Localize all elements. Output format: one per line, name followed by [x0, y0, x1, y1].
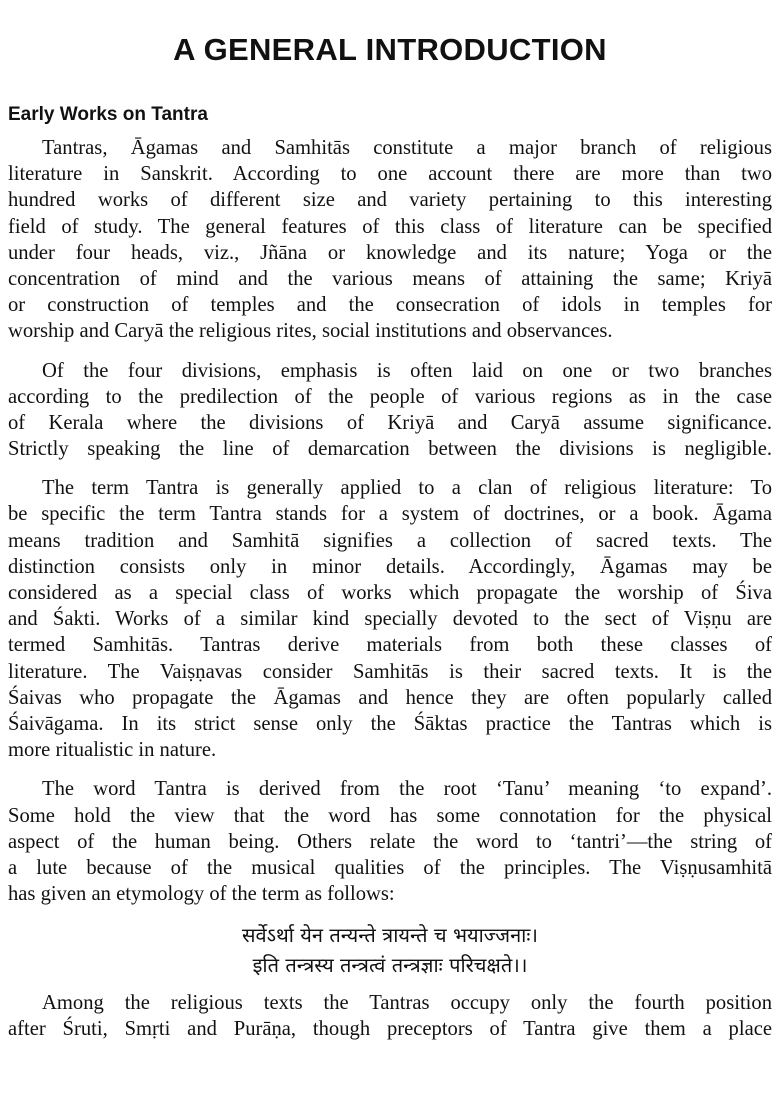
text-line: or construction of temples and the consecration of idols in temples for — [8, 294, 772, 317]
text-line: after Śruti, Smṛti and Purāṇa, though preceptors of Tantra give them a place — [8, 1018, 772, 1041]
paragraph — [8, 475, 772, 763]
verse-line: इति तन्त्रस्य तन्त्रत्वं तन्त्रज्ञाः परिचक्षते।। — [252, 953, 528, 978]
text-line: The term Tantra is generally applied to a clan of religious literature: To — [42, 477, 772, 500]
text-line: field of study. The general features of this class of literature can be specified — [8, 215, 772, 238]
sanskrit-verse — [8, 920, 772, 980]
text-line: hundred works of different size and variety pertaining to this interesting — [8, 189, 772, 212]
text-line: has given an etymology of the term as follows: — [8, 883, 395, 906]
text-line: termed Samhitās. Tantras derive materials from both these classes of — [8, 634, 772, 657]
text-line: concentration of mind and the various means of attaining the same; Kriyā — [8, 267, 772, 290]
text-line: considered as a special class of works which propagate the worship of Śiva — [8, 582, 772, 604]
paragraph — [8, 358, 772, 463]
text-line: of Kerala where the divisions of Kriyā and Caryā assume significance. — [8, 411, 772, 434]
text-line: distinction consists only in minor details. Accordingly, Āgamas may be — [8, 555, 772, 578]
text-line: Śaivāgama. In its strict sense only the Śāktas practice the Tantras which is — [8, 712, 772, 735]
text-line: worship and Caryā the religious rites, social institutions and observances. — [8, 320, 613, 343]
text-line: and Śakti. Works of a similar kind specially devoted to the sect of Viṣṇu are — [8, 608, 772, 631]
text-line: aspect of the human being. Others relate the word to ‘tantri’—the string of — [8, 830, 772, 853]
text-line: Of the four divisions, emphasis is often laid on one or two branches — [42, 359, 772, 382]
text-line: Strictly speaking the line of demarcation between the divisions is negligible. — [8, 438, 772, 461]
page-title: A GENERAL INTRODUCTION — [173, 32, 607, 67]
text-line: The word Tantra is derived from the root ‘Tanu’ meaning ‘to expand’. — [42, 778, 772, 801]
final-paragraph — [8, 990, 772, 1042]
text-line: Tantras, Āgamas and Samhitās constitute a major branch of religious — [42, 137, 772, 159]
text-line: under four heads, viz., Jñāna or knowledge and its nature; Yoga or the — [8, 241, 772, 264]
text-line: a lute because of the musical qualities of the principles. The Viṣṇusamhitā — [8, 856, 772, 879]
paragraph — [8, 135, 772, 345]
text-line: Śaivas who propagate the Āgamas and hence they are often popularly called — [8, 686, 772, 709]
text-line: Among the religious texts the Tantras occupy only the fourth position — [42, 992, 772, 1015]
paragraph — [8, 776, 772, 907]
text-line: be specific the term Tantra stands for a system of doctrines, or a book. Āgama — [8, 503, 772, 526]
paragraphs — [8, 135, 772, 907]
section-heading: Early Works on Tantra — [8, 104, 208, 125]
text-line: according to the predilection of the people of various regions as in the case — [8, 385, 772, 408]
body-text — [8, 135, 772, 1056]
text-line: literature. The Vaiṣṇavas consider Samhitās is their sacred texts. It is the — [8, 660, 772, 683]
text-line: means tradition and Samhitā signifies a collection of sacred texts. The — [8, 529, 772, 552]
text-line: Some hold the view that the word has some connotation for the physical — [8, 804, 772, 827]
text-line: more ritualistic in nature. — [8, 739, 217, 762]
verse-line: सर्वेऽर्था येन तन्यन्ते त्रायन्ते च भयाज्जनाः। — [242, 923, 538, 948]
text-line: literature in Sanskrit. According to one account there are more than two — [8, 163, 772, 186]
